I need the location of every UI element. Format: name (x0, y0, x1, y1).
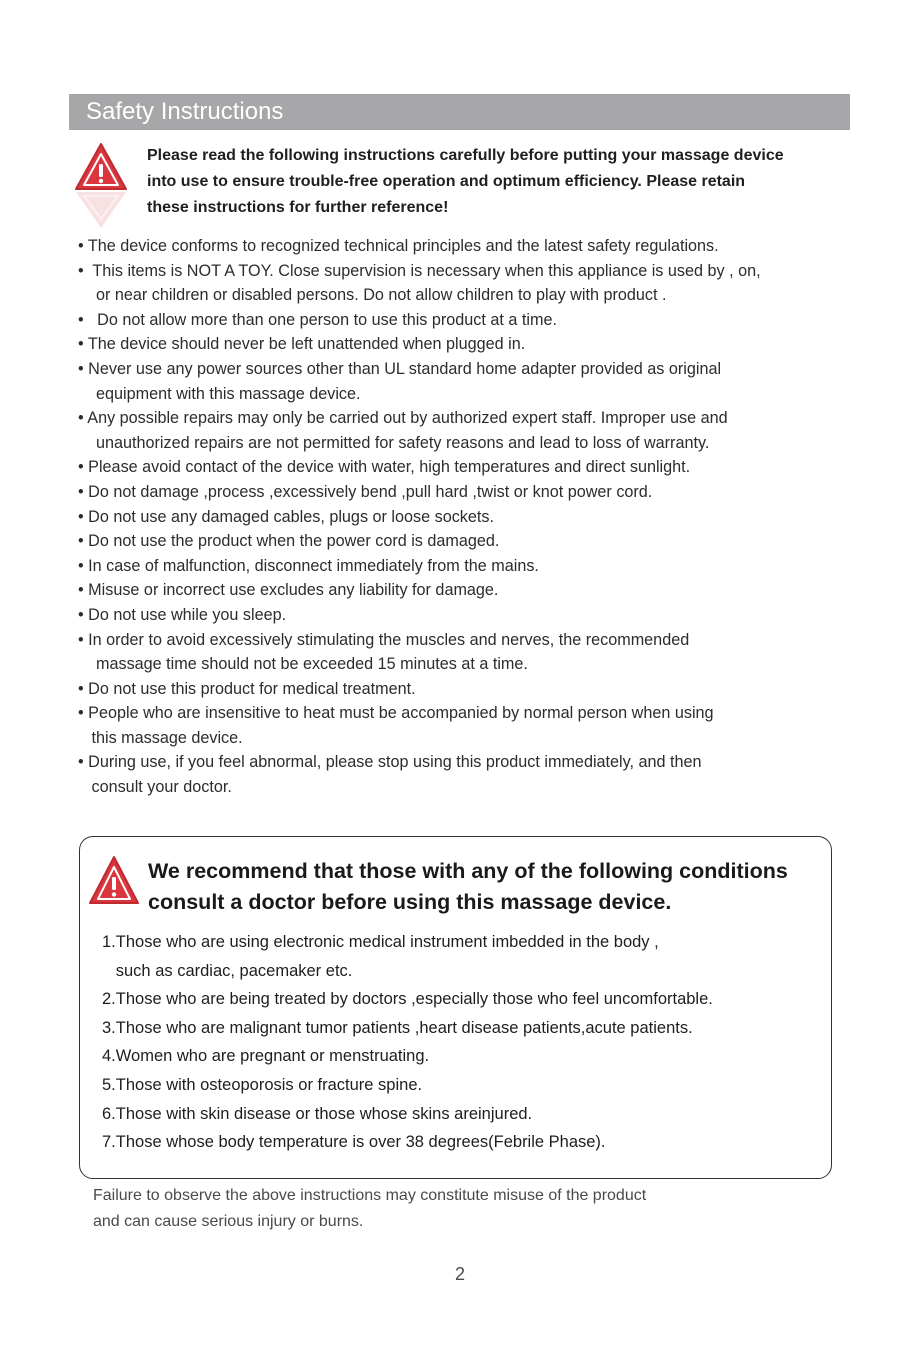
bullet-line: or near children or disabled persons. Do not allow children to play with product . (78, 286, 667, 305)
bullet-line: equipment with this massage device. (78, 384, 361, 403)
bullet-line: • Do not use while you sleep. (78, 605, 287, 624)
condition-item: 3.Those who are malignant tumor patients ,heart disease patients,acute patients. (102, 1018, 693, 1037)
bullet-line: • In case of malfunction, disconnect immediately from the mains. (78, 556, 539, 575)
intro-line: into use to ensure trouble-free operation and optimum efficiency. Please retain (147, 173, 746, 190)
warning-icon (74, 142, 128, 230)
bullet-line: • Do not allow more than one person to use this product at a time. (78, 310, 557, 329)
condition-item: 2.Those who are being treated by doctors ,especially those who feel uncomfortable. (102, 990, 713, 1009)
footer-line: and can cause serious injury or burns. (93, 1213, 364, 1230)
bullet-line: • Never use any power sources other than UL standard home adapter provided as original (78, 359, 722, 378)
bullet-line: this massage device. (78, 728, 243, 747)
condition-item: 6.Those with skin disease or those whose skins areinjured. (102, 1104, 533, 1123)
warning-icon (88, 855, 140, 907)
intro-line: these instructions for further reference! (147, 199, 449, 216)
condition-item: such as cardiac, pacemaker etc. (102, 961, 353, 980)
bullet-line: • People who are insensitive to heat must be accompanied by normal person when using (78, 704, 714, 723)
bullet-line: • During use, if you feel abnormal, please stop using this product immediately, and then (78, 753, 702, 772)
bullet-line: • This items is NOT A TOY. Close supervision is necessary when this appliance is used by , on, (78, 261, 761, 280)
condition-item: 4.Women who are pregnant or menstruating. (102, 1047, 430, 1066)
heading-line: We recommend that those with any of the following conditions (148, 859, 788, 883)
bullet-line: massage time should not be exceeded 15 minutes at a time. (78, 655, 528, 674)
condition-item: 7.Those whose body temperature is over 38 degrees(Febrile Phase). (102, 1133, 606, 1152)
bullet-line: consult your doctor. (78, 778, 232, 797)
bullet-line: • In order to avoid excessively stimulating the muscles and nerves, the recommended (78, 630, 690, 649)
bullet-line: unauthorized repairs are not permitted for safety reasons and lead to loss of warranty. (78, 433, 710, 452)
bullet-line: • Misuse or incorrect use excludes any liability for damage. (78, 581, 499, 600)
intro-line: Please read the following instructions carefully before putting your massage device (147, 147, 784, 164)
bullet-line: • Please avoid contact of the device with water, high temperatures and direct sunlight. (78, 458, 691, 477)
section-title: Safety Instructions (69, 94, 850, 130)
bullet-line: • Do not use any damaged cables, plugs or loose sockets. (78, 507, 494, 526)
intro-notice (147, 143, 847, 221)
condition-item: 5.Those with osteoporosis or fracture spine. (102, 1075, 423, 1094)
footer-line: Failure to observe the above instructions may constitute misuse of the product (93, 1187, 647, 1204)
condition-item: 1.Those who are using electronic medical instrument imbedded in the body , (102, 933, 659, 951)
doctor-consult-heading (148, 856, 838, 918)
bullet-line: • The device conforms to recognized technical principles and the latest safety regulations. (78, 237, 719, 255)
page-number: 2 (454, 1264, 465, 1284)
bullet-line: • Do not damage ,process ,excessively bend ,pull hard ,twist or knot power cord. (78, 482, 653, 501)
condition-list (102, 928, 822, 1157)
bullet-line: • Any possible repairs may only be carried out by authorized expert staff. Improper use and (78, 409, 728, 428)
bullet-line: • The device should never be left unattended when plugged in. (78, 335, 526, 354)
heading-line: consult a doctor before using this massage device. (148, 890, 672, 914)
footer-note (93, 1183, 793, 1235)
safety-bullet-list (78, 234, 853, 800)
bullet-line: • Do not use this product for medical treatment. (78, 679, 416, 698)
bullet-line: • Do not use the product when the power cord is damaged. (78, 532, 500, 551)
